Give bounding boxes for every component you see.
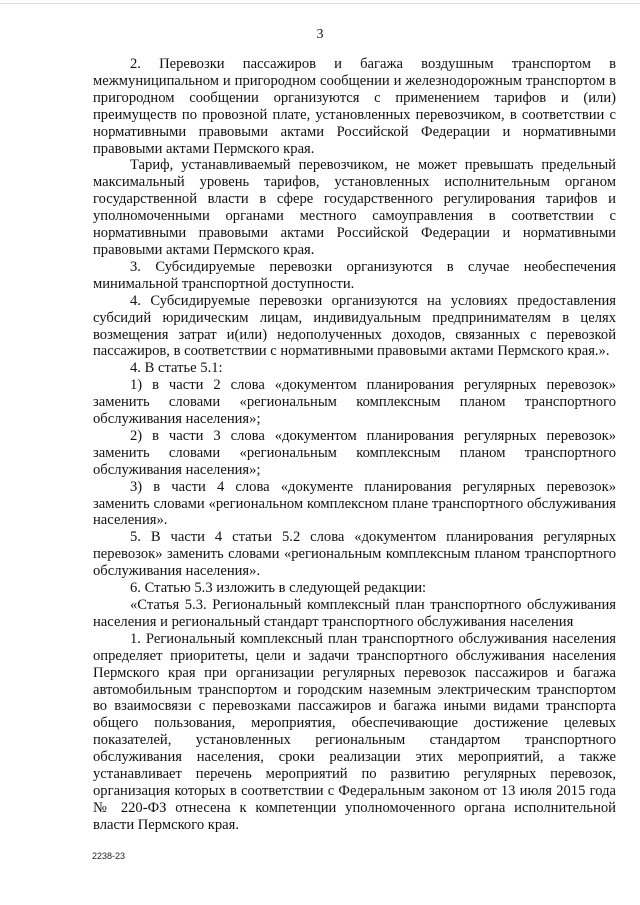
paragraph-transport-tariffs: 2. Перевозки пассажиров и багажа воздушным транспортом в межмуниципальном и пригородном сообщении и железнодорожным транспортом в пригородном сообщении организуются с применением тарифов и (или) преимуществ по провозной плате, установленных перевозчиком, в соответствии с нормативными правовыми актами Российской Федерации и нормативными правовыми актами Пермского края. [93, 56, 616, 157]
document-code: 2238-23 [92, 851, 126, 861]
paragraph-article-5-2: 5. В части 4 статьи 5.2 слова «документом планирования регулярных перевозок» заменить словами «региональным комплексным планом транспортного обслуживания населения». [93, 529, 616, 580]
paragraph-item-3: 3) в части 4 слова «документе планирования регулярных перевозок» заменить словами «региональном комплексном плане транспортного обслуживания населения». [93, 478, 616, 529]
paragraph-subsidy-conditions: 4. Субсидируемые перевозки организуются на условиях предоставления субсидий юридическим лицам, индивидуальным предпринимателям в целях возмещения затрат и(или) недополученных доходов, связанных с перевозкой пассажиров, в соответствии с нормативными правовыми актами Пермского края.». [93, 292, 616, 360]
paragraph-item-1: 1) в части 2 слова «документом планирования регулярных перевозок» заменить словами «региональным комплексным планом транспортного обслуживания населения»; [93, 377, 616, 428]
paragraph-article-5-3-intro: 6. Статью 5.3 изложить в следующей редакции: [130, 580, 427, 597]
paragraph-tariff-limit: Тариф, устанавливаемый перевозчиком, не может превышать предельный максимальный уровень тарифов, установленных исполнительным органом государственной власти в сфере государственного регулирования тарифов и уполномоченными органами местного самоуправления в соответствии с нормативными правовыми актами Российской Федерации и нормативными правовыми актами Пермского края. [93, 157, 616, 258]
paragraph-regional-plan: 1. Региональный комплексный план транспортного обслуживания населения определяет приоритеты, цели и задачи транспортного обслуживания населения Пермского края при организации регулярных перевозок пассажиров и багажа автомобильным транспортом и городским наземным электрическим транспортом во взаимосвязи с перевозками пассажиров и багажа иными видами транспорта общего пользования, мероприятия, обеспечивающие достижение целевых показателей, установленных региональным стандартом транспортного обслуживания населения, сроки реализации этих мероприятий, а также устанавливает перечень мероприятий по развитию регулярных перевозок, организация которых в соответствии с Федеральным законом от 13 июля 2015 года № 220-ФЗ отнесена к компетенции уполномоченного органа исполнительной власти Пермского края. [93, 630, 616, 833]
paragraph-item-2: 2) в части 3 слова «документом планирования регулярных перевозок» заменить словами «региональным комплексным планом транспортного обслуживания населения»; [93, 427, 616, 478]
paragraph-subsidized-transport: 3. Субсидируемые перевозки организуются в случае необеспечения минимальной транспортной доступности. [93, 258, 616, 292]
paragraph-article-5-1: 4. В статье 5.1: [130, 360, 223, 377]
page-number: 3 [316, 27, 324, 42]
article-5-3-heading: «Статья 5.3. Региональный комплексный план транспортного обслуживания населения и региональный стандарт транспортного обслуживания населения [93, 597, 616, 630]
page-top-edge [0, 3, 640, 4]
document-body [93, 56, 616, 834]
